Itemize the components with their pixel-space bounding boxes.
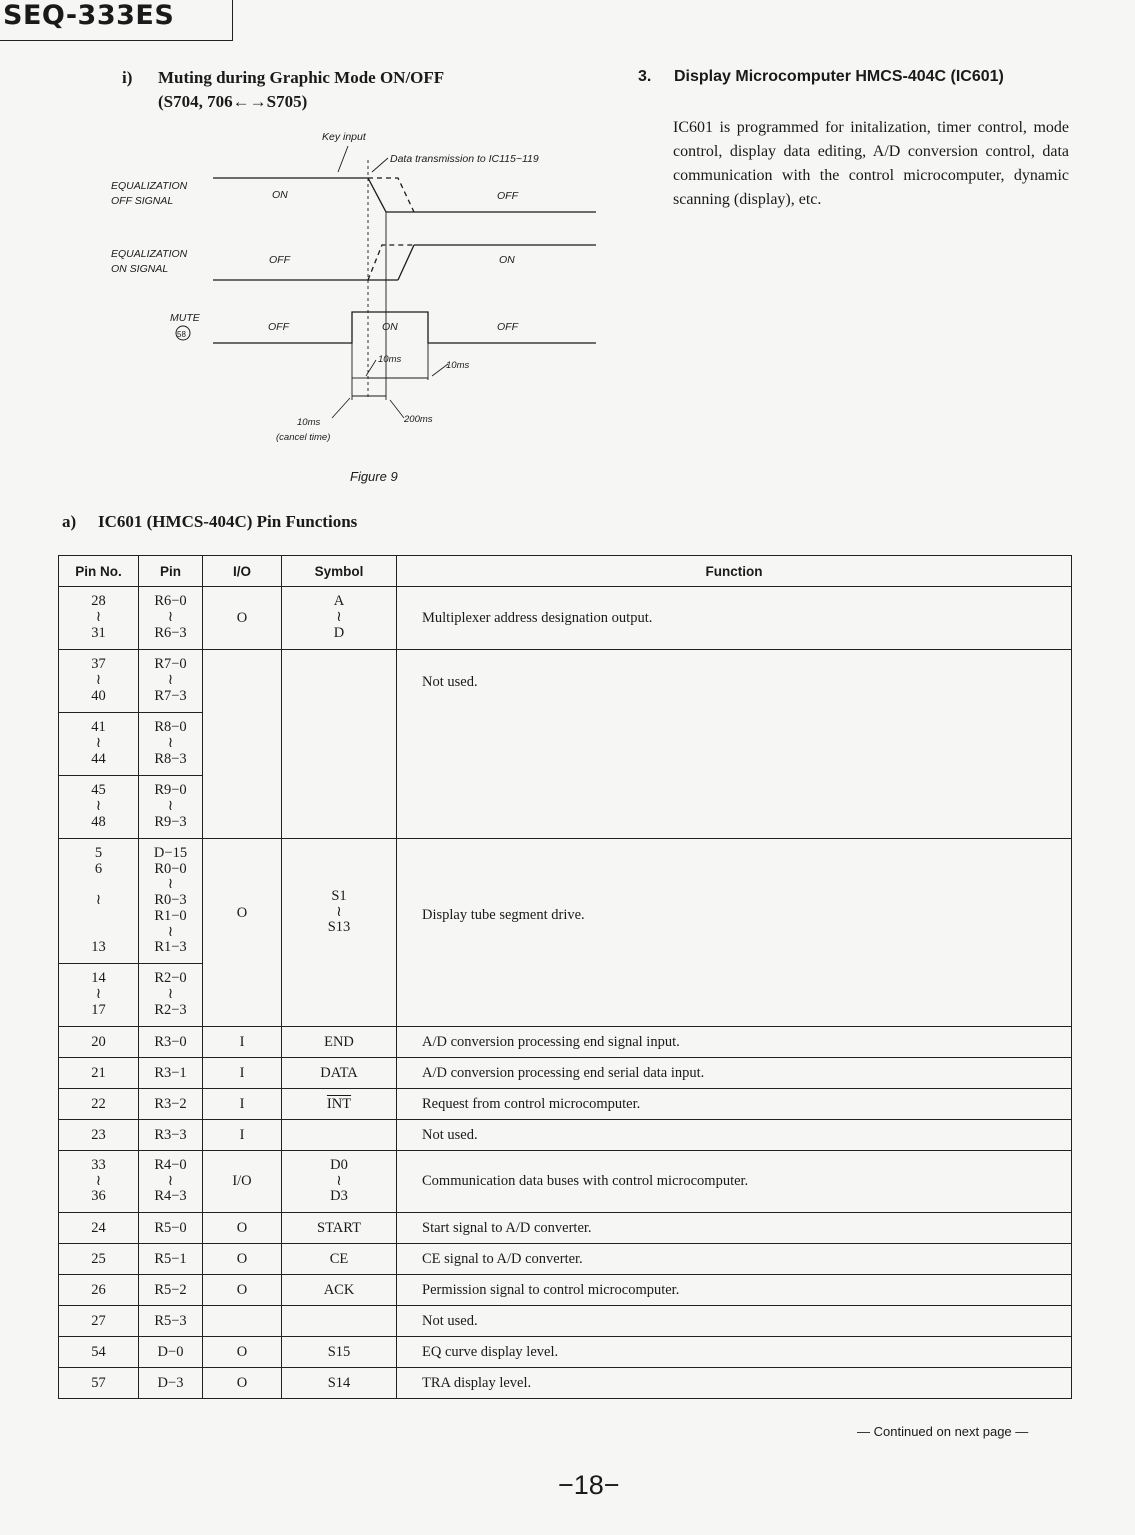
table-row (59, 1120, 1072, 1151)
cell-pin: R2−0 ≀ R2−3 (139, 964, 203, 1027)
cell-function: EQ curve display level. (397, 1337, 1072, 1368)
cell-io: O (203, 1275, 282, 1306)
eq-off-state-left: ON (272, 189, 288, 201)
mute-pin-number: 58 (177, 330, 186, 339)
section-3-number: 3. (638, 68, 652, 85)
cell-pin: R5−0 (139, 1213, 203, 1244)
cell-function: Multiplexer address designation output. (397, 587, 1072, 650)
table-row (59, 1058, 1072, 1089)
eq-on-label-2: ON SIGNAL (111, 263, 169, 275)
cell-io: I/O (203, 1151, 282, 1213)
cell-pin: R7−0 ≀ R7−3 (139, 650, 203, 713)
cell-pin-no: 14 ≀ 17 (59, 964, 139, 1027)
section-3-title: Display Microcomputer HMCS-404C (IC601) (674, 68, 1004, 85)
cell-pin: R3−0 (139, 1027, 203, 1058)
cell-function: Not used. (397, 650, 1072, 839)
section-3-heading (638, 68, 1004, 86)
cell-function: Permission signal to control microcomputer. (397, 1275, 1072, 1306)
cell-symbol-empty (282, 650, 397, 839)
mute-state-left: OFF (268, 321, 289, 333)
model-number: SEQ-333ES (3, 0, 175, 31)
table-row (59, 1244, 1072, 1275)
cell-pin-no: 33 ≀ 36 (59, 1151, 139, 1213)
cell-symbol: S15 (282, 1337, 397, 1368)
cell-pin-no: 37 ≀ 40 (59, 650, 139, 713)
eq-off-label-2: OFF SIGNAL (111, 195, 174, 207)
int-symbol: $\overline{INT}$ (326, 1095, 352, 1112)
cell-pin: D−3 (139, 1368, 203, 1399)
timing-200ms: 200ms (404, 414, 433, 425)
mute-state-right: OFF (497, 321, 518, 333)
cell-io: I (203, 1027, 282, 1058)
cell-pin: R5−2 (139, 1275, 203, 1306)
cell-function: Display tube segment drive. (397, 839, 1072, 1027)
cell-pin: R8−0 ≀ R8−3 (139, 713, 203, 776)
cell-io: O (203, 839, 282, 1027)
cell-io: I (203, 1058, 282, 1089)
cell-function: TRA display level. (397, 1368, 1072, 1399)
cell-pin: R3−3 (139, 1120, 203, 1151)
cell-pin-no: 45 ≀ 48 (59, 776, 139, 839)
header-pin: Pin (139, 556, 203, 587)
eq-off-state-right: OFF (497, 190, 518, 202)
cell-pin-no: 28 ≀ 31 (59, 587, 139, 650)
section-i-number: i) (122, 68, 133, 87)
cell-function: Start signal to A/D converter. (397, 1213, 1072, 1244)
cell-io-empty (203, 650, 282, 839)
cell-symbol: DATA (282, 1058, 397, 1089)
header-io: I/O (203, 556, 282, 587)
cell-function: A/D conversion processing end serial data input. (397, 1058, 1072, 1089)
cell-pin: R9−0 ≀ R9−3 (139, 776, 203, 839)
cell-symbol: A ≀ D (282, 587, 397, 650)
data-transmission-label: Data transmission to IC115~119 (390, 153, 539, 165)
cell-io: O (203, 587, 282, 650)
table-row (59, 1151, 1072, 1213)
section-a-number: a) (62, 512, 77, 531)
cell-pin-no: 57 (59, 1368, 139, 1399)
cell-pin: R5−3 (139, 1306, 203, 1337)
mute-label: MUTE (170, 312, 200, 324)
figure-caption: Figure 9 (350, 469, 398, 484)
page-number: −18− (558, 1470, 620, 1500)
eq-on-state-left: OFF (269, 254, 290, 266)
section-i-title-line1: Muting during Graphic Mode ON/OFF (158, 68, 445, 87)
cell-io: O (203, 1213, 282, 1244)
cell-symbol: S1 ≀ S13 (282, 839, 397, 1027)
cell-io: I (203, 1120, 282, 1151)
cell-io: O (203, 1337, 282, 1368)
cell-pin-no: 54 (59, 1337, 139, 1368)
header-symbol: Symbol (282, 556, 397, 587)
mute-state-mid: ON (382, 321, 398, 333)
table-row (59, 1027, 1072, 1058)
cell-io: O (203, 1244, 282, 1275)
cell-pin-no: 23 (59, 1120, 139, 1151)
cell-pin: R4−0 ≀ R4−3 (139, 1151, 203, 1213)
cell-io: I (203, 1089, 282, 1120)
timing-10ms-a: 10ms (378, 354, 402, 365)
cell-pin: D−15 R0−0 ≀ R0−3 R1−0 ≀ R1−3 (139, 839, 203, 964)
cell-pin-no: 26 (59, 1275, 139, 1306)
cell-function: A/D conversion processing end signal input. (397, 1027, 1072, 1058)
table-row (59, 1337, 1072, 1368)
table-row (59, 587, 1072, 650)
cell-pin-no: 21 (59, 1058, 139, 1089)
timing-cancel-time: (cancel time) (276, 432, 331, 443)
cell-pin: R3−2 (139, 1089, 203, 1120)
header-function: Function (397, 556, 1072, 587)
timing-10ms-b: 10ms (446, 360, 470, 371)
cell-pin-no: 5 6 ≀ 13 (59, 839, 139, 964)
timing-diagram (0, 0, 620, 460)
cell-pin-no: 41 ≀ 44 (59, 713, 139, 776)
cell-symbol (282, 1089, 397, 1120)
table-row (59, 1089, 1072, 1120)
cell-io: O (203, 1368, 282, 1399)
cell-pin: R3−1 (139, 1058, 203, 1089)
cell-function: Not used. (397, 1306, 1072, 1337)
cell-function: Request from control microcomputer. (397, 1089, 1072, 1120)
cell-pin-no: 27 (59, 1306, 139, 1337)
cell-pin-no: 22 (59, 1089, 139, 1120)
cell-pin: D−0 (139, 1337, 203, 1368)
cell-pin-no: 20 (59, 1027, 139, 1058)
eq-on-label-1: EQUALIZATION (111, 248, 188, 260)
continued-note: — Continued on next page — (857, 1424, 1029, 1439)
cell-symbol: CE (282, 1244, 397, 1275)
table-row (59, 1306, 1072, 1337)
cell-pin-no: 24 (59, 1213, 139, 1244)
cell-symbol: ACK (282, 1275, 397, 1306)
cell-function: Communication data buses with control microcomputer. (397, 1151, 1072, 1213)
table-row (59, 1213, 1072, 1244)
cell-function: Not used. (397, 1120, 1072, 1151)
section-i-title-line2: (S704, 706←→S705) (158, 92, 308, 111)
cell-function: CE signal to A/D converter. (397, 1244, 1072, 1275)
cell-symbol: D0 ≀ D3 (282, 1151, 397, 1213)
timing-10ms-cancel: 10ms (297, 417, 321, 428)
pin-functions-table (58, 555, 1072, 1399)
table-row (59, 839, 1072, 964)
cell-symbol: START (282, 1213, 397, 1244)
table-header-row (59, 556, 1072, 587)
cell-symbol: S14 (282, 1368, 397, 1399)
header-pin-no: Pin No. (59, 556, 139, 587)
table-row (59, 1275, 1072, 1306)
cell-symbol (282, 1306, 397, 1337)
cell-pin: R6−0 ≀ R6−3 (139, 587, 203, 650)
table-row (59, 650, 1072, 713)
cell-pin: R5−1 (139, 1244, 203, 1275)
section-3-paragraph: IC601 is programmed for initalization, timer control, mode control, display data editing, A/D conversion control, data communication with the control microcomputer, dynamic scanning (display), etc. (673, 119, 1069, 208)
eq-off-label-1: EQUALIZATION (111, 180, 188, 192)
cell-io (203, 1306, 282, 1337)
cell-symbol: END (282, 1027, 397, 1058)
key-input-label: Key input (322, 131, 366, 143)
eq-on-state-right: ON (499, 254, 515, 266)
cell-pin-no: 25 (59, 1244, 139, 1275)
section-a-heading (62, 512, 358, 532)
section-a-title: IC601 (HMCS-404C) Pin Functions (98, 512, 358, 531)
cell-symbol (282, 1120, 397, 1151)
table-row (59, 1368, 1072, 1399)
